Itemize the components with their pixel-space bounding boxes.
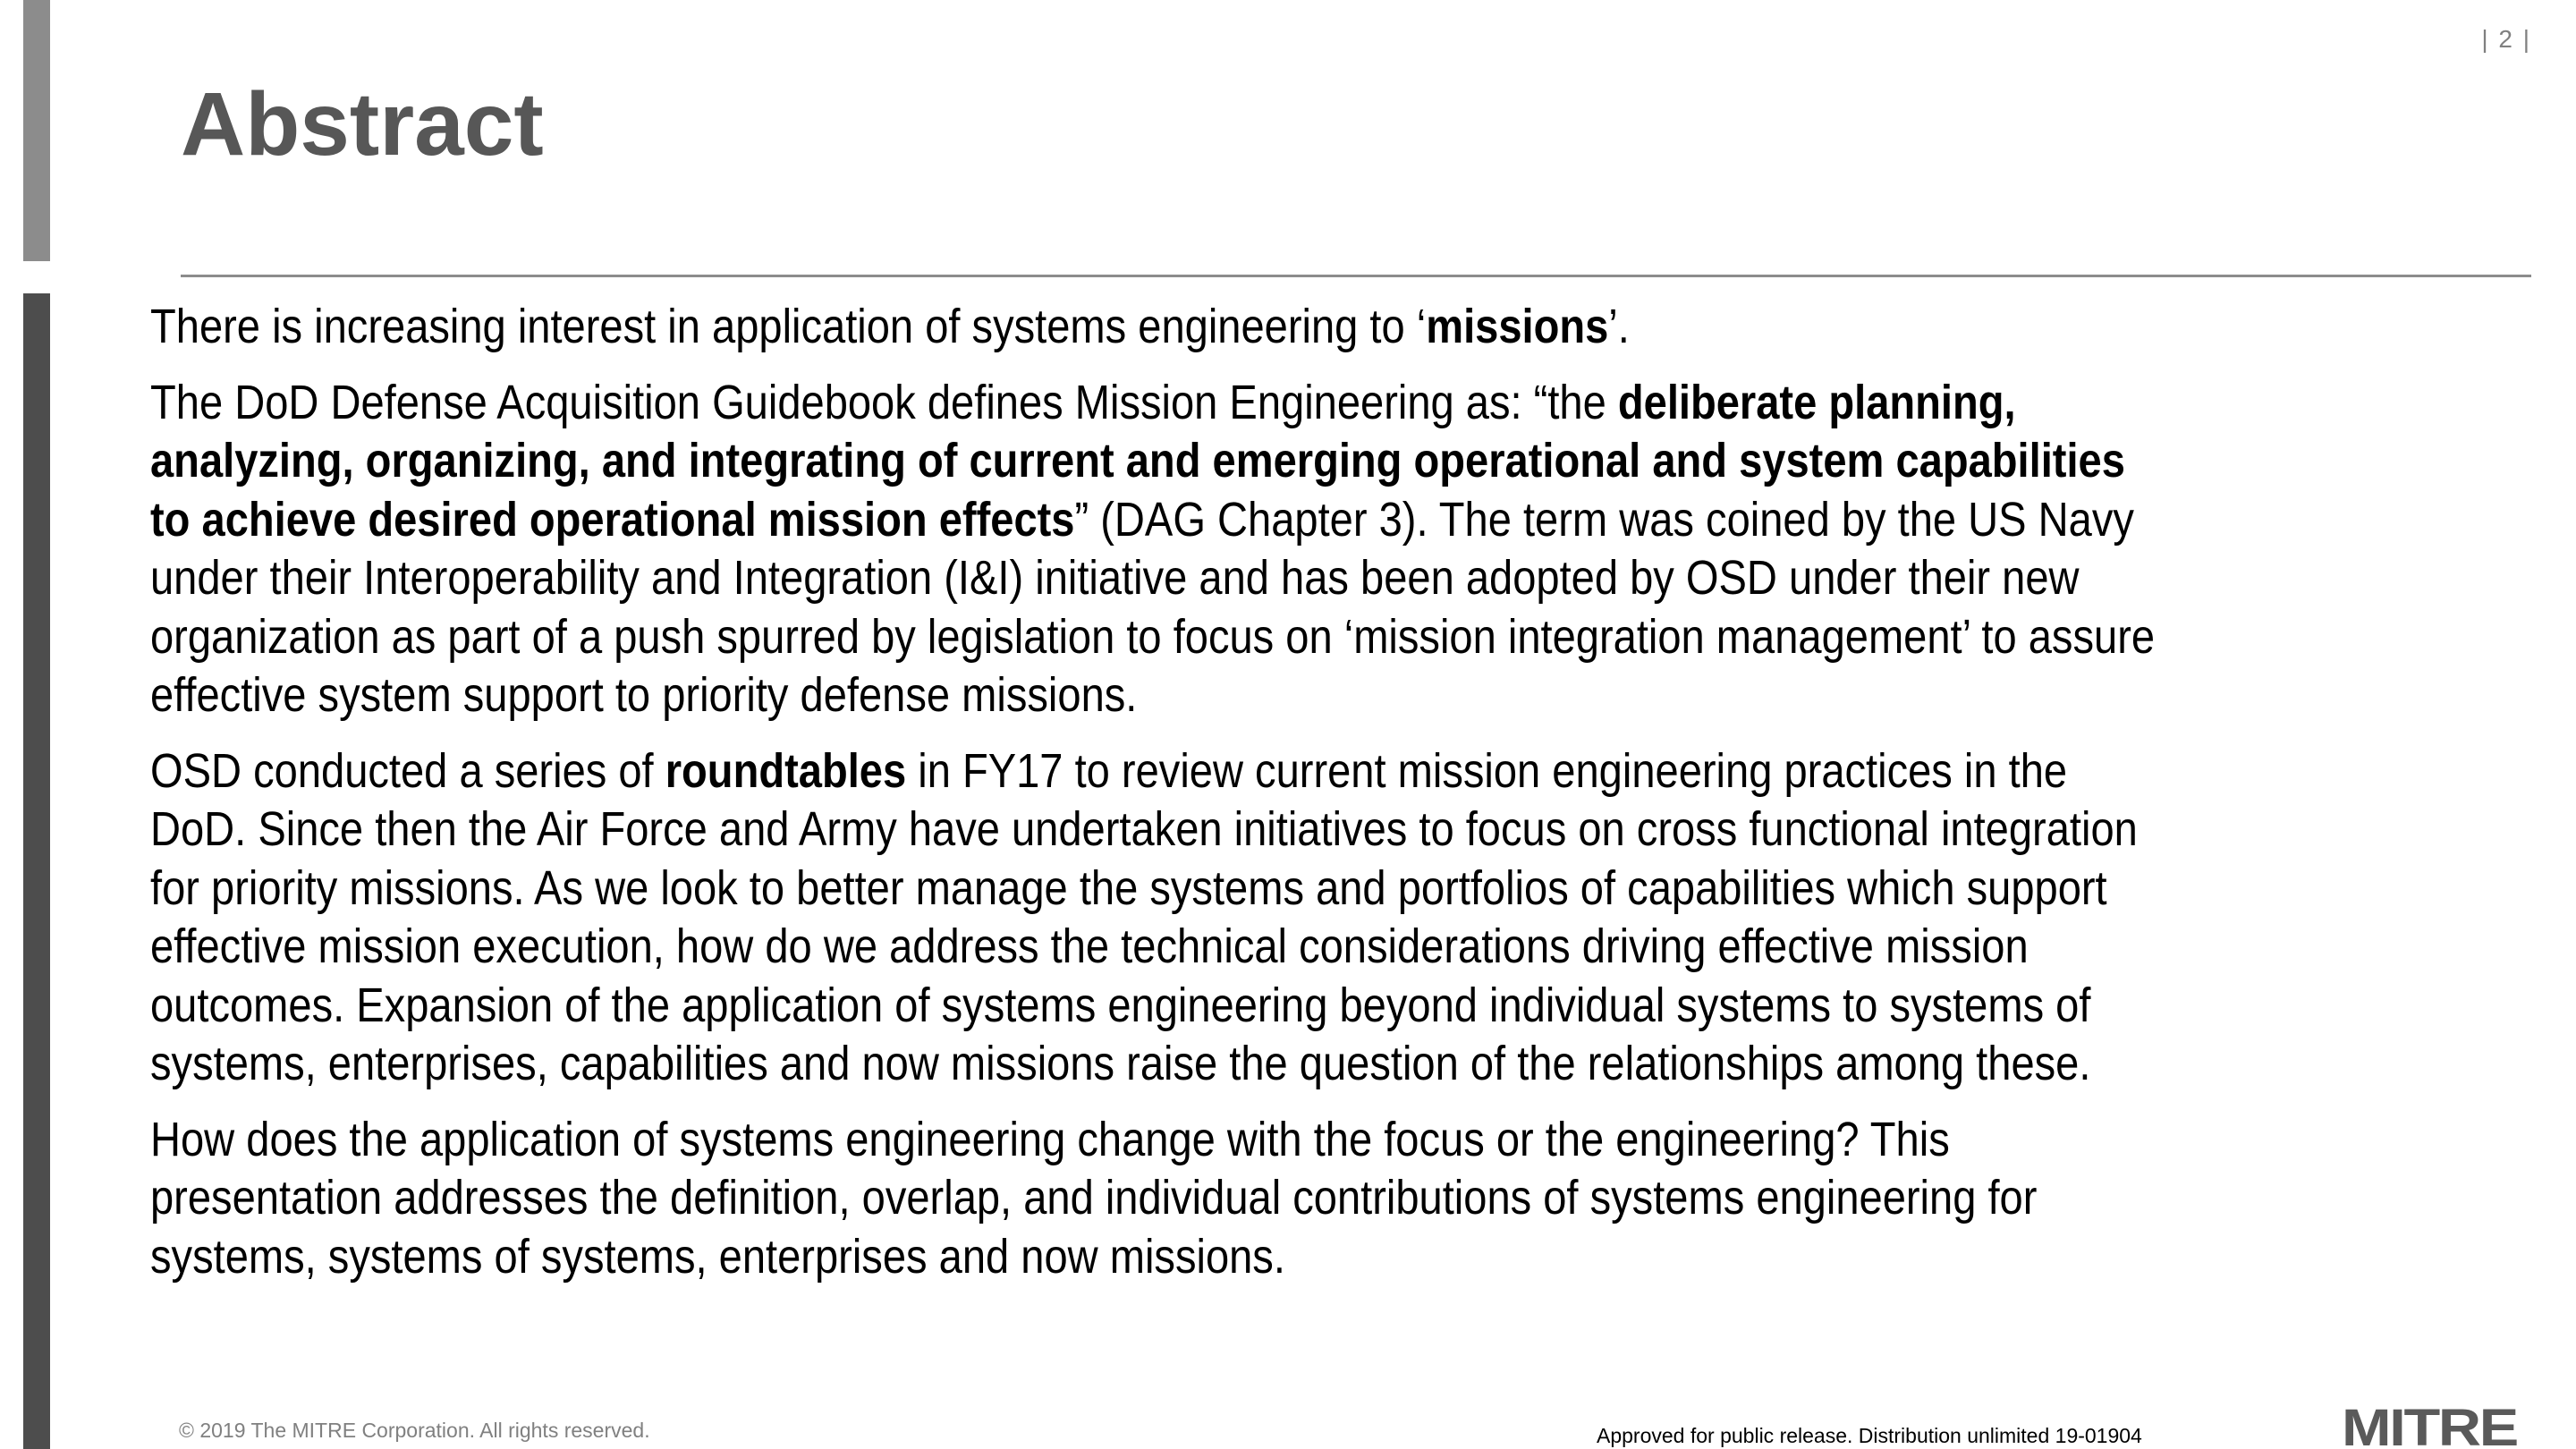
accent-bar-top	[23, 0, 50, 261]
p2-text-a: The DoD Defense Acquisition Guidebook defines Mission Engineering as: “the	[150, 376, 1618, 429]
p1-text-a: There is increasing interest in application of systems engineering to ‘	[150, 301, 1427, 353]
page-number: | 2 |	[2481, 25, 2531, 53]
abstract-body	[150, 298, 2165, 1303]
paragraph-3	[150, 742, 2165, 1094]
p2-text-c: ” (DAG Chapter 3). The term was coined by the US Navy under their Interoperability and Integration (I&I) initiative and has been adopted by OSD under their new organization as part of a push spurred by legislation to focus on ‘mission integration management’ to assure effective system support to priority defense missions.	[150, 493, 2156, 722]
p2-bold: deliberate planning, analyzing, organizing, and integrating of current and emerging operational and system capabilities to achieve desired operational mission effects	[150, 376, 2125, 547]
p3-text-c: in FY17 to review current mission engineering practices in the DoD. Since then the Air Force and Army have undertaken initiatives to focus on cross functional integration for priority missions. As we look to better manage the systems and portfolios of capabilities which support effective mission execution, how do we address the technical considerations driving effective mission outcomes. Expansion of the application of systems engineering beyond individual systems to systems of systems, enterprises, capabilities and now missions raise the question of the relationships among these.	[150, 744, 2138, 1090]
p3-bold: roundtables	[665, 744, 907, 798]
mitre-logo: MITRE	[2342, 1399, 2518, 1449]
slide-title: Abstract	[181, 74, 544, 174]
p4-text-a: How does the application of systems engineering change with the focus or the engineering? This presentation addresses the definition, overlap, and individual contributions of systems engineering for systems, systems of systems, enterprises and now missions.	[150, 1113, 2038, 1284]
copyright-notice: © 2019 The MITRE Corporation. All rights reserved.	[179, 1419, 650, 1442]
paragraph-4	[150, 1111, 2165, 1287]
paragraph-1	[150, 298, 2165, 357]
p1-bold: missions	[1426, 301, 1609, 353]
paragraph-2	[150, 374, 2165, 725]
p1-text-c: ’.	[1608, 301, 1630, 353]
accent-bar-main	[23, 293, 50, 1449]
release-notice: Approved for public release. Distribution unlimited 19-01904	[1597, 1424, 2142, 1447]
title-divider	[181, 275, 2531, 277]
p3-text-a: OSD conducted a series of	[150, 744, 665, 798]
